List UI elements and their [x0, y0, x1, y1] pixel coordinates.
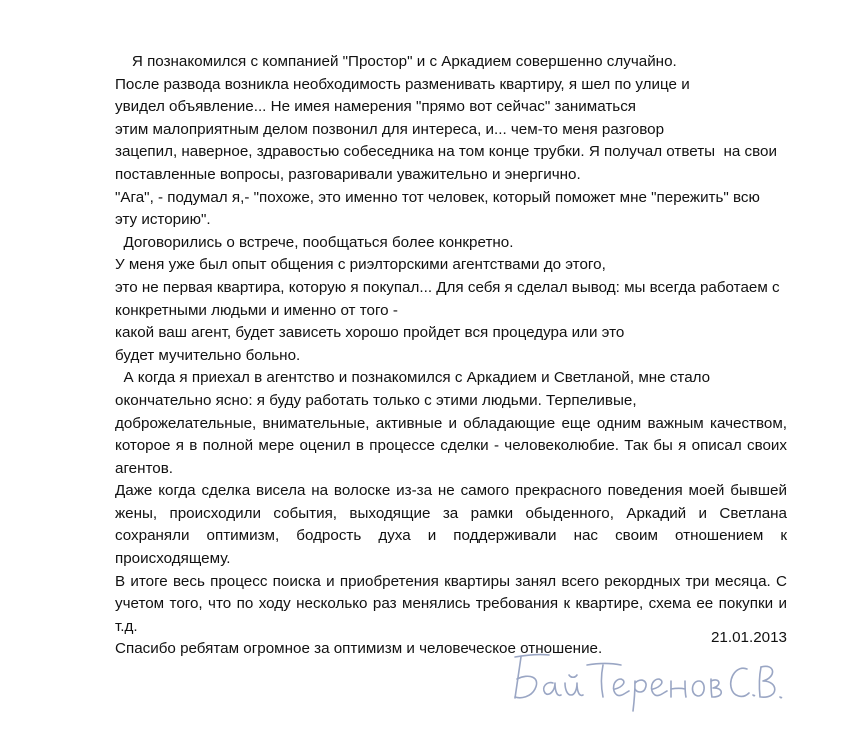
- letter-line: Я познакомился с компанией "Простор" и с Аркадием совершенно случайно.: [115, 53, 677, 70]
- letter-line: После развода возникла необходимость разменивать квартиру, я шел по улице и: [115, 75, 690, 93]
- letter-body: [115, 51, 787, 661]
- letter-line: агентов.: [115, 459, 174, 477]
- letter-line: доброжелательные, внимательные, активные и обладающие еще одним важным качеством,: [115, 414, 787, 432]
- letter-line: этим малоприятным делом позвонил для интереса, и... чем-то меня разговор: [115, 120, 665, 138]
- letter-line: жены, происходили события, выходящие за рамки обыденного, Аркадий и Светлана: [115, 504, 787, 522]
- letter-line: Спасибо ребятам огромное за оптимизм и человеческое отношение.: [115, 640, 603, 658]
- letter-line: окончательно ясно: я буду работать только с этими людьми. Терпеливые,: [115, 391, 637, 409]
- letter-line: будет мучительно больно.: [115, 346, 301, 364]
- letter-line: В итоге весь процесс поиска и приобретения квартиры занял всего рекордных три месяца. С: [115, 572, 787, 590]
- letter-line: Договорились о встрече, пообщаться более конкретно.: [115, 233, 514, 251]
- letter-line: увидел объявление... Не имея намерения "прямо вот сейчас" заниматься: [115, 98, 637, 116]
- letter-line: т.д.: [115, 617, 138, 635]
- letter-line: зацепил, наверное, здравостью собеседника на том конце трубки. Я получал ответы на свои: [115, 143, 777, 161]
- letter-line: сохраняли оптимизм, бодрость духа и поддерживали нас своим отношением к: [115, 527, 787, 545]
- letter-line: которое я в полной мере оценил в процессе сделки - человеколюбие. Так бы я описал своих: [115, 437, 787, 455]
- letter-line: поставленные вопросы, разговаривали уважительно и энергично.: [115, 165, 581, 183]
- handwritten-signature: [495, 643, 785, 713]
- letter-line: это не первая квартира, которую я покупал... Для себя я сделал вывод: мы всегда работаем с: [115, 278, 780, 296]
- letter-date: 21.01.2013: [710, 629, 787, 646]
- letter-line: эту историю".: [115, 211, 211, 229]
- letter-line: конкретными людьми и именно от того -: [115, 301, 398, 319]
- letter-line: У меня уже был опыт общения с риэлторскими агентствами до этого,: [115, 256, 606, 274]
- letter-line: А когда я приехал в агентство и познакомился с Аркадием и Светланой, мне стало: [115, 369, 711, 387]
- letter-line: какой ваш агент, будет зависеть хорошо пройдет вся процедура или это: [115, 324, 625, 342]
- letter-line: Даже когда сделка висела на волоске из-за не самого прекрасного поведения моей бывшей: [115, 482, 787, 500]
- letter-line: происходящему.: [115, 550, 231, 568]
- letter-line: учетом того, что по ходу несколько раз менялись требования к квартире, схема ее покупки и: [115, 595, 787, 613]
- letter-line: "Ага", - подумал я,- "похоже, это именно тот человек, который поможет мне "пережить" всю: [115, 188, 760, 206]
